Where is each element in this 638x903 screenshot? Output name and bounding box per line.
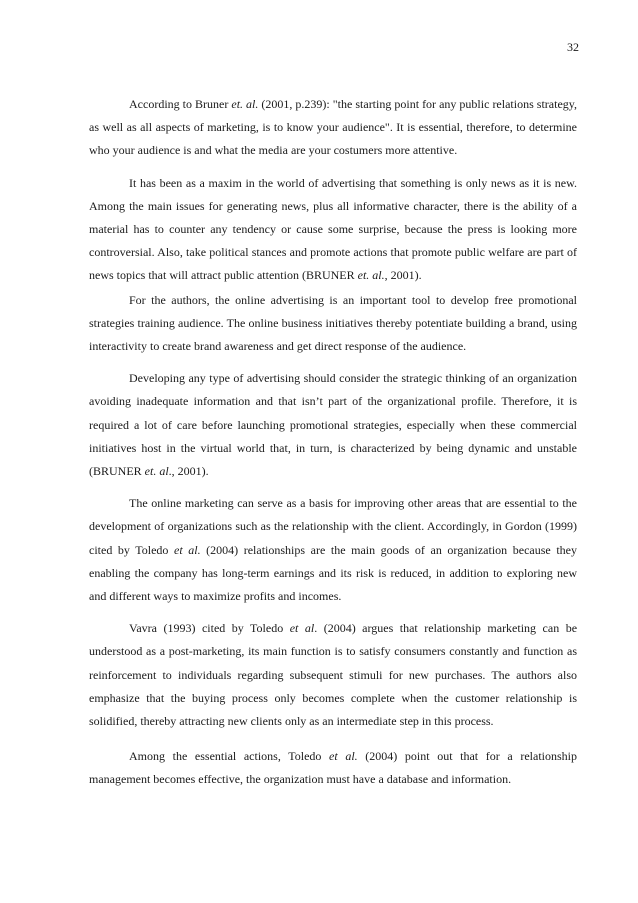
paragraph — [89, 289, 577, 359]
text-run: (2004) relationships are the main goods of an organization because they enabling the company has long-term earnings and its risk is reduced, in addition to exploring new and different ways to maximize profits and incomes. — [89, 542, 577, 604]
paragraph — [89, 745, 577, 791]
italic-citation: et al — [289, 621, 315, 636]
text-run: ., 2001). — [168, 464, 209, 479]
text-run: For the authors, the online advertising is an important tool to develop free promotional strategies training audience. The online business initiatives thereby potentiate building a brand, using interactivity to create brand awareness and get direct response of the audience. — [89, 292, 577, 354]
paragraph — [89, 172, 577, 288]
italic-citation: et. al. — [231, 97, 259, 111]
body-text — [89, 93, 577, 792]
text-run: Among the essential actions, Toledo — [129, 749, 330, 764]
paragraph — [89, 617, 577, 733]
italic-citation: et. al. — [357, 268, 385, 283]
text-run: , 2001). — [384, 268, 422, 283]
text-run: . (2004) argues that relationship marketing can be understood as a post-marketing, its main function is to satisfy consumers constantly and function as reinforcement to individuals regarding subsequent stimuli for new purchases. The authors also emphasize that the buying process only becomes complete when the customer relationship is solidified, thereby attracting new clients only as an intermediate step in this process. — [89, 621, 578, 729]
text-run: According to Bruner — [129, 97, 232, 111]
paragraph — [89, 93, 577, 163]
text-run: (2004) point out that for a relationship management becomes effective, the organization must have a database and information. — [89, 749, 577, 787]
text-run: (2001, p.239): "the starting point for any public relations strategy, as well as all aspects of marketing, is to know your audience". It is essential, therefore, to determine who your audience is and what the media are your costumers more attentive. — [89, 97, 577, 158]
text-run: The online marketing can serve as a basis for improving other areas that are essential to the development of organizations such as the relationship with the client. Accordingly, in Gordon (1999) cited by Toledo — [89, 496, 577, 557]
paragraph — [89, 367, 577, 483]
italic-citation: et al. — [329, 749, 358, 764]
text-run: Vavra (1993) cited by Toledo — [129, 621, 290, 636]
italic-citation: et al. — [174, 542, 201, 557]
text-run: It has been as a maxim in the world of advertising that something is only news as it is new. Among the main issues for generating news, plus all informative character, there is the ability of a material has to counter any tendency or cause some surprise, because the press is looking more controversial. Also, take political stances and promote actions that promote public welfare are part of news topics that will attract public attention (BRUNER — [89, 175, 577, 283]
page-number: 32 — [567, 40, 579, 54]
text-run: Developing any type of advertising should consider the strategic thinking of an organization avoiding inadequate information and that isn’t part of the organizational profile. Therefore, it is required a lot of care before launching promotional strategies, especially when these commercial initiatives host in the virtual world that, in turn, is characterized by being dynamic and unstable (BRUNER — [89, 371, 577, 479]
paragraph — [89, 492, 577, 608]
italic-citation: et. al — [144, 464, 169, 479]
